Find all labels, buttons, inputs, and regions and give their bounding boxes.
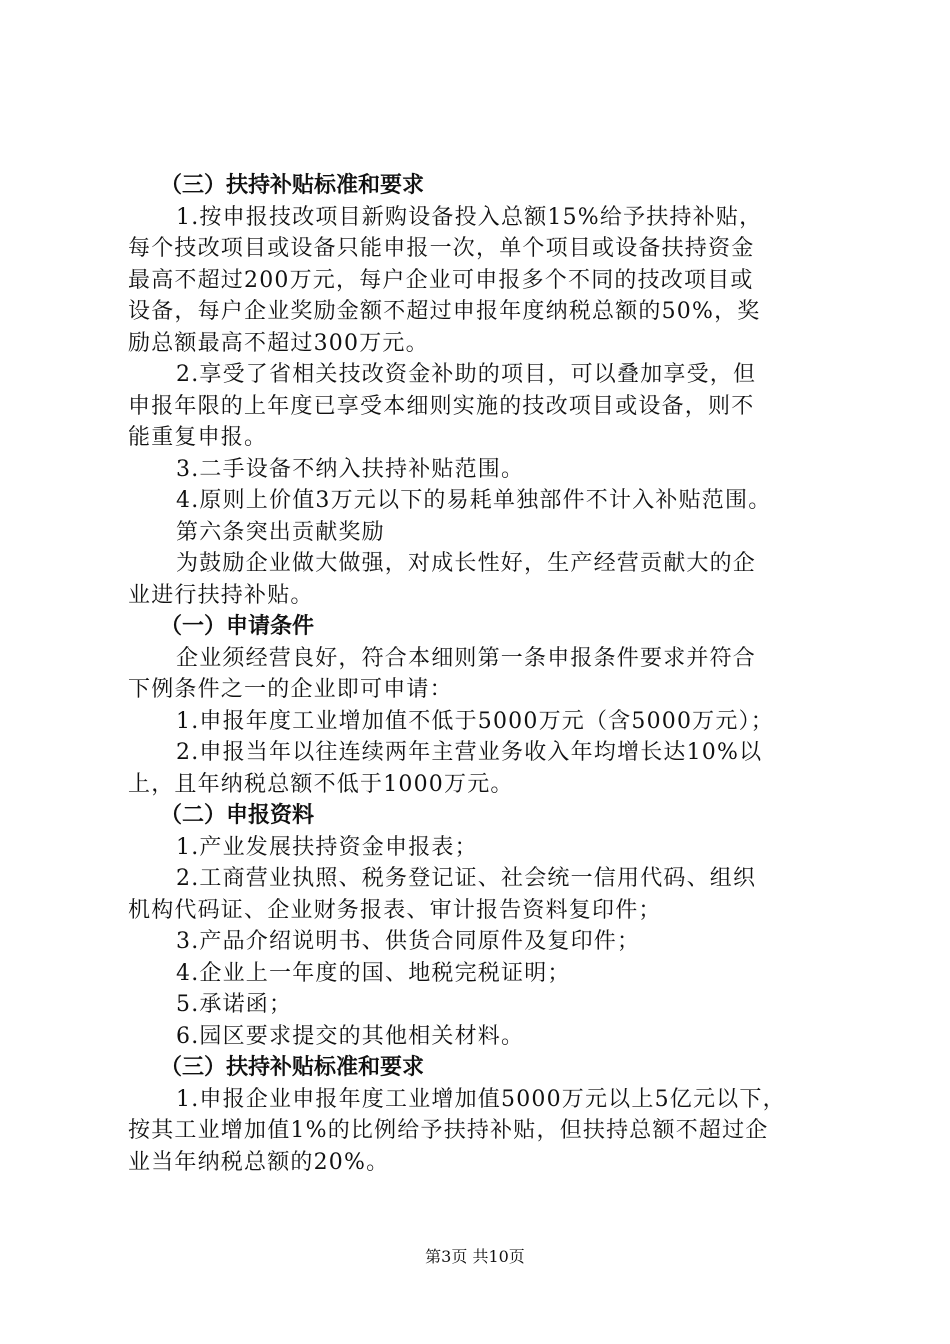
paragraph-first-line: 第六条突出贡献奖励 [176,519,385,545]
paragraph-first-line: 为鼓励企业做大做强，对成长性好，生产经营贡献大的企 [176,551,757,576]
section-heading: （三）扶持补贴标准和要求 [160,173,425,198]
paragraph-first-line: 2.申报当年以往连续两年主营业务收入年均增长达10%以 [176,740,763,765]
paragraph-line: 能重复申报。 [128,425,268,450]
paragraph-line: 业进行扶持补贴。 [128,582,314,608]
paragraph-line: 最高不超过200万元，每户企业可申报多个不同的技改项目或 [128,267,754,293]
paragraph-line: 设备，每户企业奖励金额不超过申报年度纳税总额的50%，奖 [128,299,761,324]
paragraph-line: 下例条件之一的企业即可申请： [128,677,453,702]
paragraph-first-line: 1.申报企业申报年度工业增加值5000万元以上5亿元以下， [176,1086,786,1112]
paragraph-line: 业当年纳税总额的20%。 [128,1149,390,1175]
paragraph-first-line: 3.产品介绍说明书、供货合同原件及复印件； [176,929,641,954]
paragraph-first-line: 2.享受了省相关技改资金补助的项目，可以叠加享受，但 [176,362,757,387]
paragraph-first-line: 3.二手设备不纳入扶持补贴范围。 [176,456,525,482]
page-footer: 第3页 共10页 [425,1247,525,1266]
paragraph-first-line: 企业须经营良好，符合本细则第一条申报条件要求并符合 [176,645,757,671]
paragraph-line: 励总额最高不超过300万元。 [128,330,429,356]
section-heading: （二）申报资料 [160,803,315,828]
paragraph-line: 机构代码证、企业财务报表、审计报告资料复印件； [128,897,662,923]
paragraph-first-line: 1.按申报技改项目新购设备投入总额15%给予扶持补贴， [176,204,763,230]
paragraph-first-line: 4.企业上一年度的国、地税完税证明； [176,960,571,986]
section-heading: （一）申请条件 [160,614,315,639]
paragraph-first-line: 5.承诺函； [176,992,293,1017]
paragraph-line: 每个技改项目或设备只能申报一次，单个项目或设备扶持资金 [128,236,755,261]
paragraph-first-line: 6.园区要求提交的其他相关材料。 [176,1023,525,1049]
paragraph-line: 申报年限的上年度已享受本细则实施的技改项目或设备，则不 [128,393,755,419]
paragraph-first-line: 2.工商营业执照、税务登记证、社会统一信用代码、组织 [176,866,757,891]
paragraph-first-line: 4.原则上价值3万元以下的易耗单独部件不计入补贴范围。 [176,488,772,513]
document-body [128,170,838,1178]
paragraph-first-line: 1.产业发展扶持资金申报表； [176,834,478,860]
paragraph-first-line: 1.申报年度工业增加值不低于5000万元（含5000万元）； [176,708,774,734]
paragraph-line: 按其工业增加值1%的比例给予扶持补贴，但扶持总额不超过企 [128,1118,769,1143]
paragraph-line: 上，且年纳税总额不低于1000万元。 [128,771,514,797]
section-heading: （三）扶持补贴标准和要求 [160,1055,425,1080]
